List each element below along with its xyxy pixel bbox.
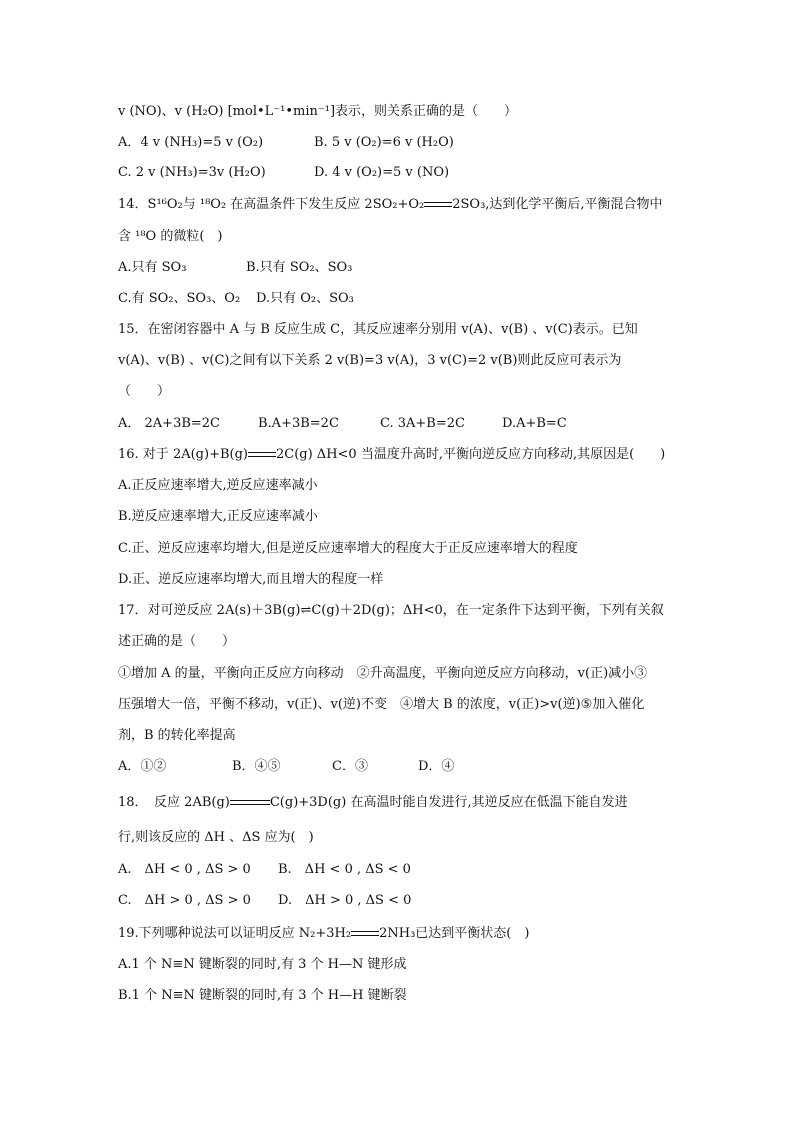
q17-option-c: C．③ (332, 759, 368, 774)
q17-statement-line2: 压强增大一倍，平衡不移动，v(正)、v(逆)不变 ④增大 B 的浓度，v(正)>v(逆)⑤加入催化 (118, 697, 645, 712)
q17-stem-line1: 17．对可逆反应 2A(s)＋3B(g)⇌C(g)＋2D(g)；ΔH<0，在一定条件下达到平衡，下列有关叙 (118, 603, 664, 618)
q19-stem-part2: 2NH₃已达到平衡状态( ) (379, 926, 530, 941)
q14-stem-part2: 2SO₃,达到化学平衡后,平衡混合物中 (452, 197, 663, 212)
q15-stem-line3: （ ） (118, 384, 171, 399)
q13-options-row2 (118, 164, 449, 182)
q16-option-b: B.逆反应速率增大,正反应速率减小 (118, 509, 318, 524)
q13-option-a: A．4 v (NH₃)=5 v (O₂) (118, 135, 264, 150)
q13-option-b: B. 5 v (O₂)=6 v (H₂O) (314, 135, 454, 150)
q14-option-d: D.只有 O₂、SO₃ (256, 291, 354, 306)
equilibrium-arrow-icon (248, 450, 276, 460)
q18-option-d: D. ΔH > 0 , ΔS < 0 (278, 893, 412, 908)
q16-stem-part1: 16. 对于 2A(g)+B(g) (118, 447, 248, 462)
q15-option-c: C. 3A+B=2C (380, 416, 465, 431)
q14-options-row1 (118, 259, 352, 277)
q13-options-row1 (118, 134, 454, 152)
q18-stem-part2: C(g)+3D(g) 在高温时能自发进行,其逆反应在低温下能自发进 (269, 795, 628, 810)
q16-option-a: A.正反应速率增大,逆反应速率减小 (118, 478, 318, 493)
q15-option-a: A． 2A+3B=2C (118, 416, 221, 431)
q19-stem-part1: 19.下列哪种说法可以证明反应 N₂+3H₂ (118, 926, 352, 941)
q18-stem-part1: 18． 反应 2AB(g) (118, 795, 230, 810)
equilibrium-arrow-icon (351, 929, 379, 939)
q18-option-b: B. ΔH < 0 , ΔS < 0 (278, 862, 411, 877)
q15-stem-line2: v(A)、v(B) 、v(C)之间有以下关系 2 v(B)=3 v(A)，3 v(C)=2 v(B)则此反应可表示为 (118, 353, 622, 368)
q14-option-c: C.有 SO₂、SO₃、O₂ (118, 291, 241, 306)
q15-option-d: D.A+B=C (502, 416, 567, 431)
q18-stem-line2: 行,则该反应的 ΔH 、ΔS 应为( ) (118, 830, 314, 845)
q18-stem-line1 (118, 794, 628, 812)
q18-option-a: A. ΔH < 0 , ΔS > 0 (118, 862, 251, 877)
q13-option-d: D. 4 v (O₂)=5 v (NO) (314, 165, 450, 180)
equilibrium-arrow-icon (424, 200, 452, 210)
q18-options-row1 (118, 861, 411, 879)
q14-stem-line2: 含 ¹⁸O 的微粒( ) (118, 229, 223, 244)
q15-option-b: B.A+3B=2C (258, 416, 339, 431)
q14-stem-part1: 14．S¹⁶O₂与 ¹⁸O₂ 在高温条件下发生反应 2SO₂+O₂ (118, 197, 425, 212)
q17-option-a: A．①② (118, 759, 167, 774)
q18-option-c: C. ΔH > 0 , ΔS > 0 (118, 893, 251, 908)
reaction-arrow-icon (230, 798, 270, 808)
q19-stem-line (118, 925, 529, 943)
q18-options-row2 (118, 892, 411, 910)
q14-options-row2 (118, 290, 354, 308)
q16-option-c: C.正、逆反应速率均增大,但是逆反应速率增大的程度大于正反应速率增大的程度 (118, 541, 578, 556)
q19-option-a: A.1 个 N≡N 键断裂的同时,有 3 个 H—N 键形成 (118, 957, 407, 972)
q16-stem-line (118, 446, 665, 464)
q13-stem-line: v (NO)、v (H₂O) [mol•L⁻¹•min⁻¹]表示，则关系正确的是（ ） (118, 104, 518, 119)
q16-option-d: D.正、逆反应速率均增大,而且增大的程度一样 (118, 572, 384, 587)
q16-stem-part2: 2C(g) ΔH<0 当温度升高时,平衡向逆反应方向移动,其原因是( ) (275, 447, 666, 462)
q17-options-row (118, 758, 454, 776)
q15-options-row (118, 415, 567, 433)
q15-stem-line1: 15．在密闭容器中 A 与 B 反应生成 C，其反应速率分别用 v(A)、v(B) 、v(C)表示。已知 (118, 322, 638, 337)
q19-option-b: B.1 个 N≡N 键断裂的同时,有 3 个 H—H 键断裂 (118, 988, 407, 1003)
q17-stem-line2: 述正确的是（ ） (118, 634, 236, 649)
q17-option-d: D．④ (418, 759, 455, 774)
q14-option-a: A.只有 SO₃ (118, 260, 187, 275)
q14-option-b: B.只有 SO₂、SO₃ (246, 260, 353, 275)
q14-stem-line1 (118, 196, 663, 214)
q17-statement-line1: ①增加 A 的量，平衡向正反应方向移动 ②升高温度，平衡向逆反应方向移动，v(正)减小③ (118, 666, 648, 681)
q13-option-c: C. 2 v (NH₃)=3v (H₂O) (118, 165, 266, 180)
q17-option-b: B．④⑤ (232, 759, 281, 774)
q17-statement-line3: 剂，B 的转化率提高 (118, 728, 236, 743)
